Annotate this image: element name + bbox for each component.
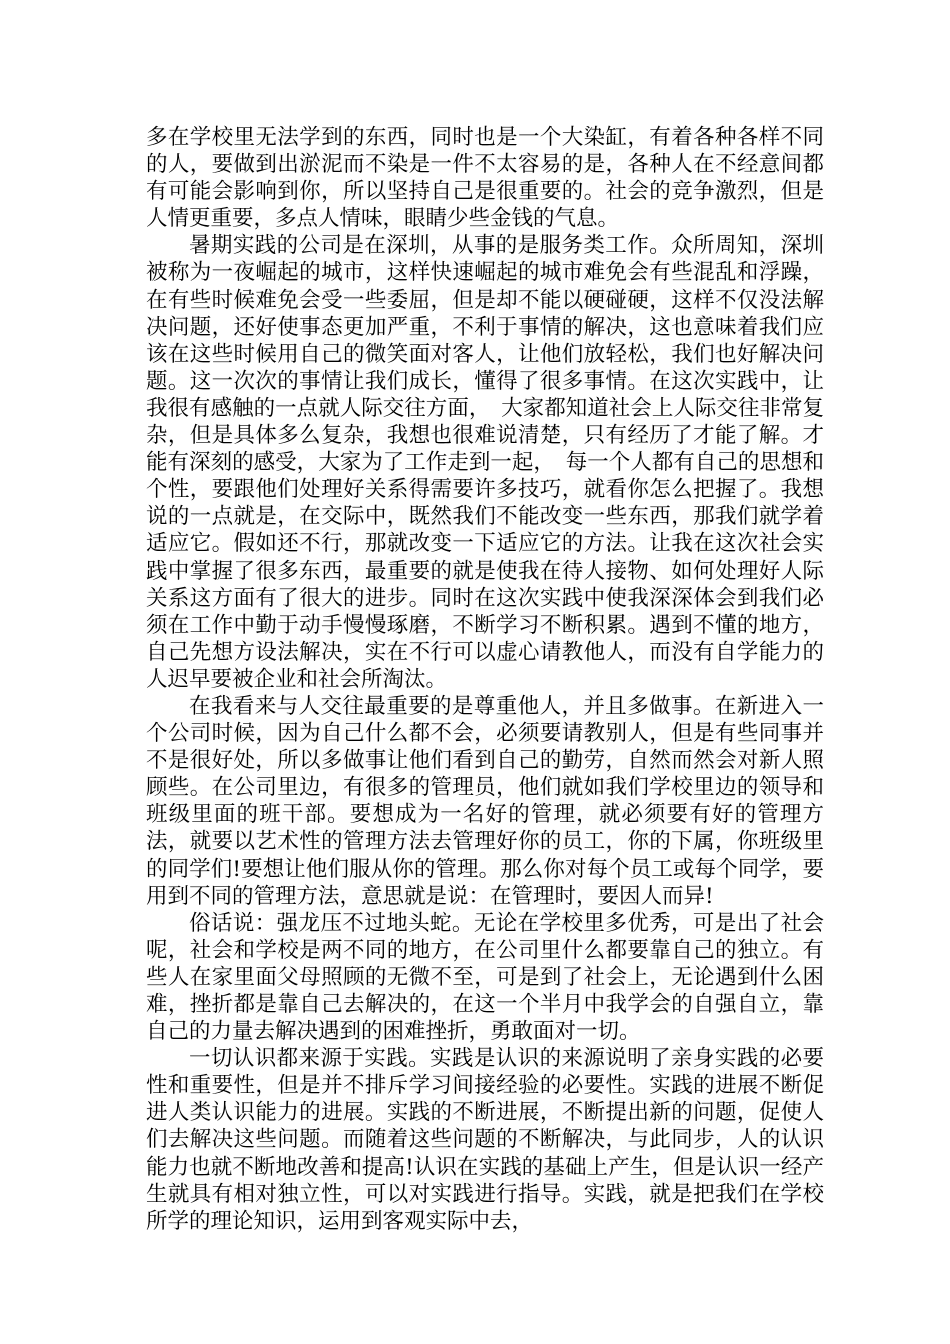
paragraph-3: 在我看来与人交往最重要的是尊重他人，并且多做事。在新进入一个公司时候，因为自己什么都不会，必须要请教别人，但是有些同事并不是很好处，所以多做事让他们看到自己的勤劳，自然而然会对新人照顾些。在公司里边，有很多的管理员，他们就如我们学校里边的领导和班级里面的班干部。要想成为一名好的管理，就必须要有好的管理方法，就要以艺术性的管理方法去管理好你的员工，你的下属，你班级里的同学们!要想让他们服从你的管理。那么你对每个员工或每个同学，要用到不同的管理方法，意思就是说：在管理时，要因人而异! (146, 693, 824, 909)
paragraph-5: 一切认识都来源于实践。实践是认识的来源说明了亲身实践的必要性和重要性，但是并不排斥学习间接经验的必要性。实践的进展不断促进人类认识能力的进展。实践的不断进展，不断提出新的问题，促使人们去解决这些问题。而随着这些问题的不断解决，与此同步，人的认识能力也就不断地改善和提高!认识在实践的基础上产生，但是认识一经产生就具有相对独立性，可以对实践进行指导。实践，就是把我们在学校所学的理论知识，运用到客观实际中去， (146, 1046, 824, 1234)
paragraph-4: 俗话说：强龙压不过地头蛇。无论在学校里多优秀，可是出了社会呢，社会和学校是两不同的地方，在公司里什么都要靠自己的独立。有些人在家里面父母照顾的无微不至，可是到了社会上，无论遇到什么困难，挫折都是靠自己去解决的，在这一个半月中我学会的自强自立，靠自己的力量去解决遇到的困难挫折，勇敢面对一切。 (146, 910, 824, 1045)
document-page (146, 124, 824, 1235)
paragraph-1: 多在学校里无法学到的东西，同时也是一个大染缸，有着各种各样不同的人，要做到出淤泥而不染是一件不太容易的是，各种人在不经意间都有可能会影响到你，所以坚持自己是很重要的。社会的竞争激烈，但是人情更重要，多点人情味，眼睛少些金钱的气息。 (146, 125, 824, 232)
paragraph-2: 暑期实践的公司是在深圳，从事的是服务类工作。众所周知，深圳被称为一夜崛起的城市，这样快速崛起的城市难免会有些混乱和浮躁，在有些时候难免会受一些委屈，但是却不能以硬碰硬，这样不仅没法解决问题，还好使事态更加严重，不利于事情的解决，这也意味着我们应该在这些时候用自己的微笑面对客人，让他们放轻松，我们也好解决问题。这一次次的事情让我们成长，懂得了很多事情。在这次实践中，让我很有感触的一点就人际交往方面， 大家都知道社会上人际交往非常复杂，但是具体多么复杂，我想也很难说清楚，只有经历了才能了解。才能有深刻的感受，大家为了工作走到一起， 每一个人都有自己的思想和个性，要跟他们处理好关系得需要许多技巧，就看你怎么把握了。我想说的一点就是，在交际中，既然我们不能改变一些东西，那我们就学着适应它。假如还不行，那就改变一下适应它的方法。让我在这次社会实践中掌握了很多东西，最重要的就是使我在待人接物、如何处理好人际关系这方面有了很大的进步。同时在这次实践中使我深深体会到我们必须在工作中勤于动手慢慢琢磨，不断学习不断积累。遇到不懂的地方，自己先想方设法解决，实在不行可以虚心请教他人，而没有自学能力的人迟早要被企业和社会所淘汰。 (146, 233, 824, 692)
